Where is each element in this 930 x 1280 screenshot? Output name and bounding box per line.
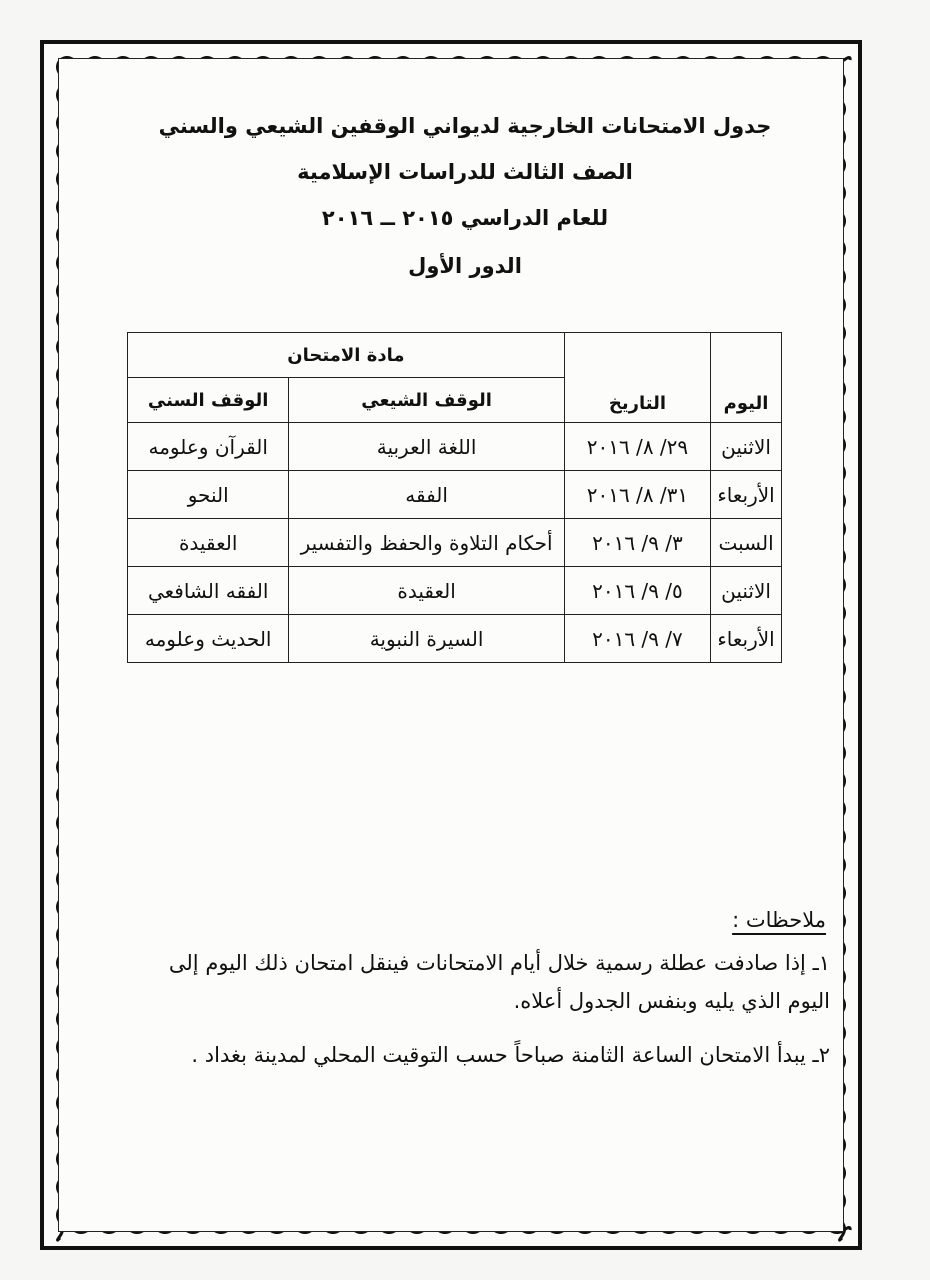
document-title: جدول الامتحانات الخارجية لديواني الوقفين الشيعي والسني <box>158 114 772 138</box>
note-item: ١ـ إذا صادفت عطلة رسمية خلال أيام الامتحانات فينقل امتحان ذلك اليوم إلى اليوم الذي يليه وبنفس الجدول أعلاه. <box>168 951 830 1013</box>
header-shia: الوقف الشيعي <box>289 378 564 423</box>
table-row <box>128 423 782 471</box>
exam-round: الدور الأول <box>408 254 522 278</box>
cell-day: الأربعاء <box>711 471 782 519</box>
header-day: اليوم <box>711 333 782 423</box>
table-row <box>128 567 782 615</box>
cell-date: ٢٩/ ٨/ ٢٠١٦ <box>564 423 710 471</box>
table-row <box>128 519 782 567</box>
header-subject: مادة الامتحان <box>128 333 565 378</box>
note-item: ٢ـ يبدأ الامتحان الساعة الثامنة صباحاً حسب التوقيت المحلي لمدينة بغداد . <box>191 1043 830 1067</box>
cell-date: ٣١/ ٨/ ٢٠١٦ <box>564 471 710 519</box>
notes-heading: ملاحظات : <box>732 908 826 932</box>
cell-date: ٧/ ٩/ ٢٠١٦ <box>564 615 710 663</box>
header-sunni: الوقف السني <box>128 378 289 423</box>
cell-sunni: النحو <box>128 471 289 519</box>
cell-sunni: القرآن وعلومه <box>128 423 289 471</box>
cell-date: ٣/ ٩/ ٢٠١٦ <box>564 519 710 567</box>
cell-shia: الفقه <box>289 471 564 519</box>
cell-shia: العقيدة <box>289 567 564 615</box>
cell-day: السبت <box>711 519 782 567</box>
cell-sunni: الفقه الشافعي <box>128 567 289 615</box>
cell-shia: اللغة العربية <box>289 423 564 471</box>
cell-sunni: العقيدة <box>128 519 289 567</box>
cell-sunni: الحديث وعلومه <box>128 615 289 663</box>
academic-year: للعام الدراسي ٢٠١٥ ــ ٢٠١٦ <box>321 206 609 230</box>
cell-date: ٥/ ٩/ ٢٠١٦ <box>564 567 710 615</box>
cell-shia: أحكام التلاوة والحفظ والتفسير <box>289 519 564 567</box>
header-date: التاريخ <box>564 333 710 423</box>
cell-day: الأربعاء <box>711 615 782 663</box>
cell-day: الاثنين <box>711 423 782 471</box>
exam-schedule-table <box>127 332 782 663</box>
table-row <box>128 615 782 663</box>
class-title: الصف الثالث للدراسات الإسلامية <box>297 160 633 184</box>
table-row <box>128 471 782 519</box>
cell-day: الاثنين <box>711 567 782 615</box>
table-header-row <box>128 333 782 378</box>
cell-shia: السيرة النبوية <box>289 615 564 663</box>
